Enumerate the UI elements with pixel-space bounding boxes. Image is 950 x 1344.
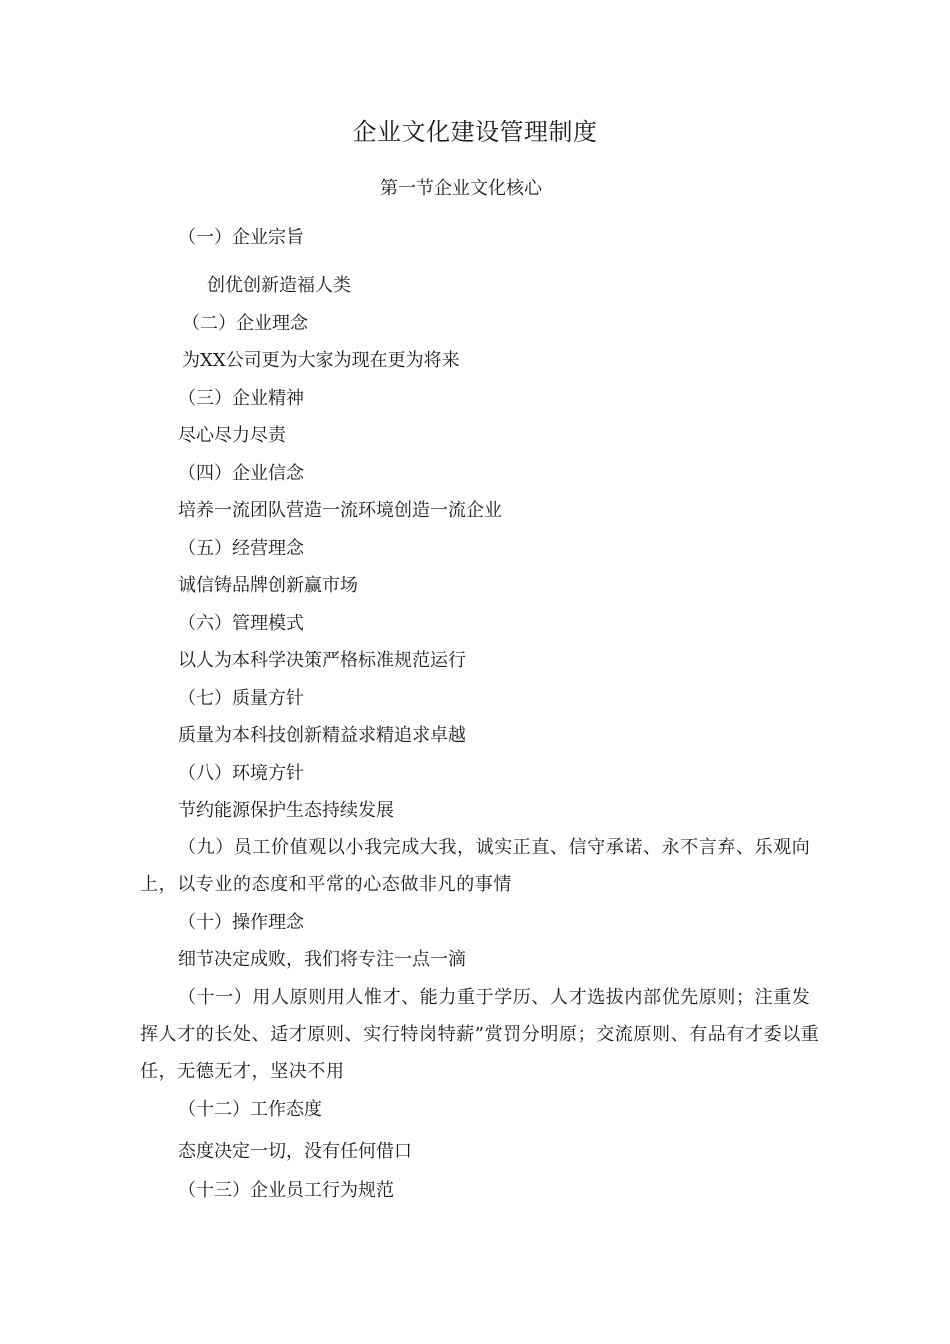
content-operation-philosophy: 细节决定成败，我们将专注一点一滴: [178, 949, 466, 970]
heading-work-attitude: （十二）工作态度: [178, 1099, 322, 1120]
heading-belief: （四）企业信念: [178, 463, 304, 484]
heading-environment-policy: （八）环境方针: [178, 763, 304, 784]
heading-operation-philosophy: （十）操作理念: [178, 912, 304, 933]
document-title: 企业文化建设管理制度: [352, 118, 598, 146]
paragraph-employee-values: （九）员工价值观以小我完成大我，诚实正直、信守承诺、永不言弃、乐观向上，以专业的态度和平常的心态做非凡的事情: [140, 837, 811, 895]
heading-purpose: （一）企业宗旨: [178, 227, 304, 248]
heading-spirit: （三）企业精神: [178, 388, 304, 409]
heading-philosophy: （二）企业理念: [182, 313, 308, 334]
content-management-mode: 以人为本科学决策严格标准规范运行: [178, 650, 466, 671]
heading-code-of-conduct: （十三）企业员工行为规范: [178, 1180, 394, 1201]
content-spirit: 尽心尽力尽责: [178, 425, 286, 446]
heading-management-mode: （六）管理模式: [178, 613, 304, 634]
heading-quality-policy: （七）质量方针: [178, 688, 304, 709]
paragraph-employment-principles: （十一）用人原则用人惟才、能力重于学历、人才选拔内部优先原则；注重发挥人才的长处、适才原则、实行特岗特薪”赏罚分明原；交流原则、有品有才委以重任，无德无才，坚决不用: [140, 987, 820, 1082]
content-purpose: 创优创新造福人类: [207, 275, 351, 296]
section-title: 第一节企业文化核心: [380, 178, 542, 199]
content-work-attitude: 态度决定一切，没有任何借口: [178, 1141, 412, 1162]
content-belief: 培养一流团队营造一流环境创造一流企业: [178, 500, 502, 521]
content-business-philosophy: 诚信铸品牌创新赢市场: [178, 575, 358, 596]
content-philosophy: 为XX公司更为大家为现在更为将来: [182, 350, 460, 371]
heading-business-philosophy: （五）经营理念: [178, 538, 304, 559]
content-environment-policy: 节约能源保护生态持续发展: [178, 800, 394, 821]
content-quality-policy: 质量为本科技创新精益求精追求卓越: [178, 725, 466, 746]
